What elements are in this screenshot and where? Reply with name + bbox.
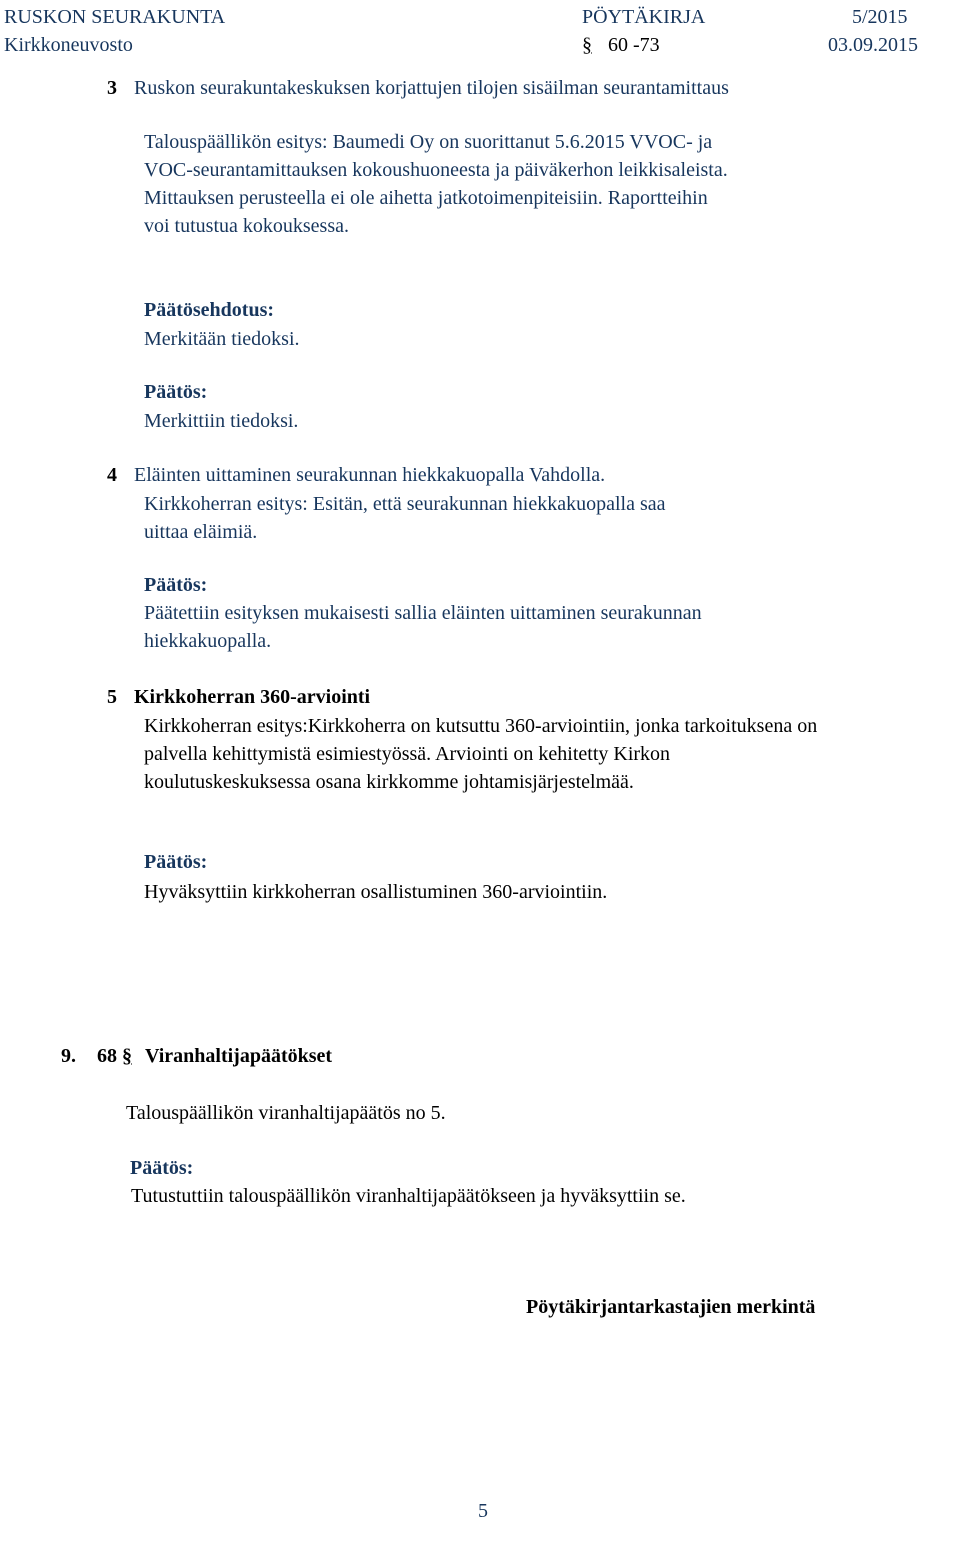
item-proposal — [144, 490, 666, 546]
item-title: Kirkkoherran 360-arviointi — [134, 686, 371, 708]
doc-number: 5/2015 — [852, 6, 908, 28]
section-title: Viranhaltijapäätökset — [145, 1045, 333, 1067]
item-proposal — [144, 128, 728, 240]
section-range-value: 60 -73 — [608, 34, 660, 56]
decision-text: Hyväksyttiin kirkkoherran osallistuminen 360-arviointiin. — [144, 881, 608, 903]
proposal-line: Kirkkoherran esitys: Esitän, että seurakunnan hiekkakuopalla saa — [144, 493, 666, 515]
proposal-line: VOC-seurantamittauksen kokoushuoneesta ja päiväkerhon leikkisaleista. — [144, 159, 728, 181]
decision-line: hiekkakuopalla. — [144, 630, 272, 652]
item-number: 3 — [107, 77, 117, 99]
draft-label: Päätösehdotus: — [144, 299, 275, 321]
decision-text: Merkittiin tiedoksi. — [144, 410, 299, 432]
decision-line: Päätettiin esityksen mukaisesti sallia eläinten uittaminen seurakunnan — [144, 602, 702, 624]
proposal-line: Kirkkoherran esitys:Kirkkoherra on kutsuttu 360-arviointiin, jonka tarkoituksena on — [144, 715, 818, 737]
decision-label: Päätös: — [144, 381, 208, 403]
item-title: Ruskon seurakuntakeskuksen korjattujen tilojen sisäilman seurantamittaus — [134, 77, 729, 99]
proposal-line: Mittauksen perusteella ei ole aihetta jatkotoimenpiteisiin. Raportteihin — [144, 187, 708, 209]
section-paragraph-number — [97, 1042, 132, 1070]
draft-text: Merkitään tiedoksi. — [144, 328, 300, 350]
decision-label: Päätös: — [144, 574, 208, 596]
council-name: Kirkkoneuvosto — [4, 34, 133, 56]
org-name: RUSKON SEURAKUNTA — [4, 6, 226, 28]
page-number: 5 — [478, 1500, 488, 1522]
proposal-line: palvella kehittymistä esimiestyössä. Arviointi on kehitetty Kirkon — [144, 743, 671, 765]
item-title: Eläinten uittaminen seurakunnan hiekkakuopalla Vahdolla. — [134, 464, 606, 486]
doc-date: 03.09.2015 — [828, 34, 918, 56]
item-number: 5 — [107, 686, 117, 708]
signature-heading: Pöytäkirjantarkastajien merkintä — [526, 1296, 816, 1318]
decision-label: Päätös: — [144, 851, 208, 873]
section-number: 9. — [61, 1045, 76, 1067]
section-symbol: § — [122, 1045, 132, 1067]
decision-label: Päätös: — [130, 1157, 194, 1179]
section-range — [582, 34, 660, 56]
proposal-line: Talouspäällikön esitys: Baumedi Oy on suorittanut 5.6.2015 VVOC- ja — [144, 131, 713, 153]
section-text: Talouspäällikön viranhaltijapäätös no 5. — [126, 1102, 446, 1124]
proposal-line: voi tutustua kokouksessa. — [144, 215, 349, 237]
paragraph-number: 68 — [97, 1045, 117, 1067]
proposal-line: koulutuskeskuksessa osana kirkkomme johtamisjärjestelmää. — [144, 771, 634, 793]
proposal-line: uittaa eläimiä. — [144, 521, 258, 543]
doc-type: PÖYTÄKIRJA — [582, 6, 706, 28]
item-number: 4 — [107, 464, 117, 486]
item-proposal — [144, 712, 817, 796]
decision-text — [144, 599, 702, 655]
decision-text: Tutustuttiin talouspäällikön viranhaltijapäätökseen ja hyväksyttiin se. — [131, 1185, 686, 1207]
section-symbol: § — [582, 34, 592, 56]
